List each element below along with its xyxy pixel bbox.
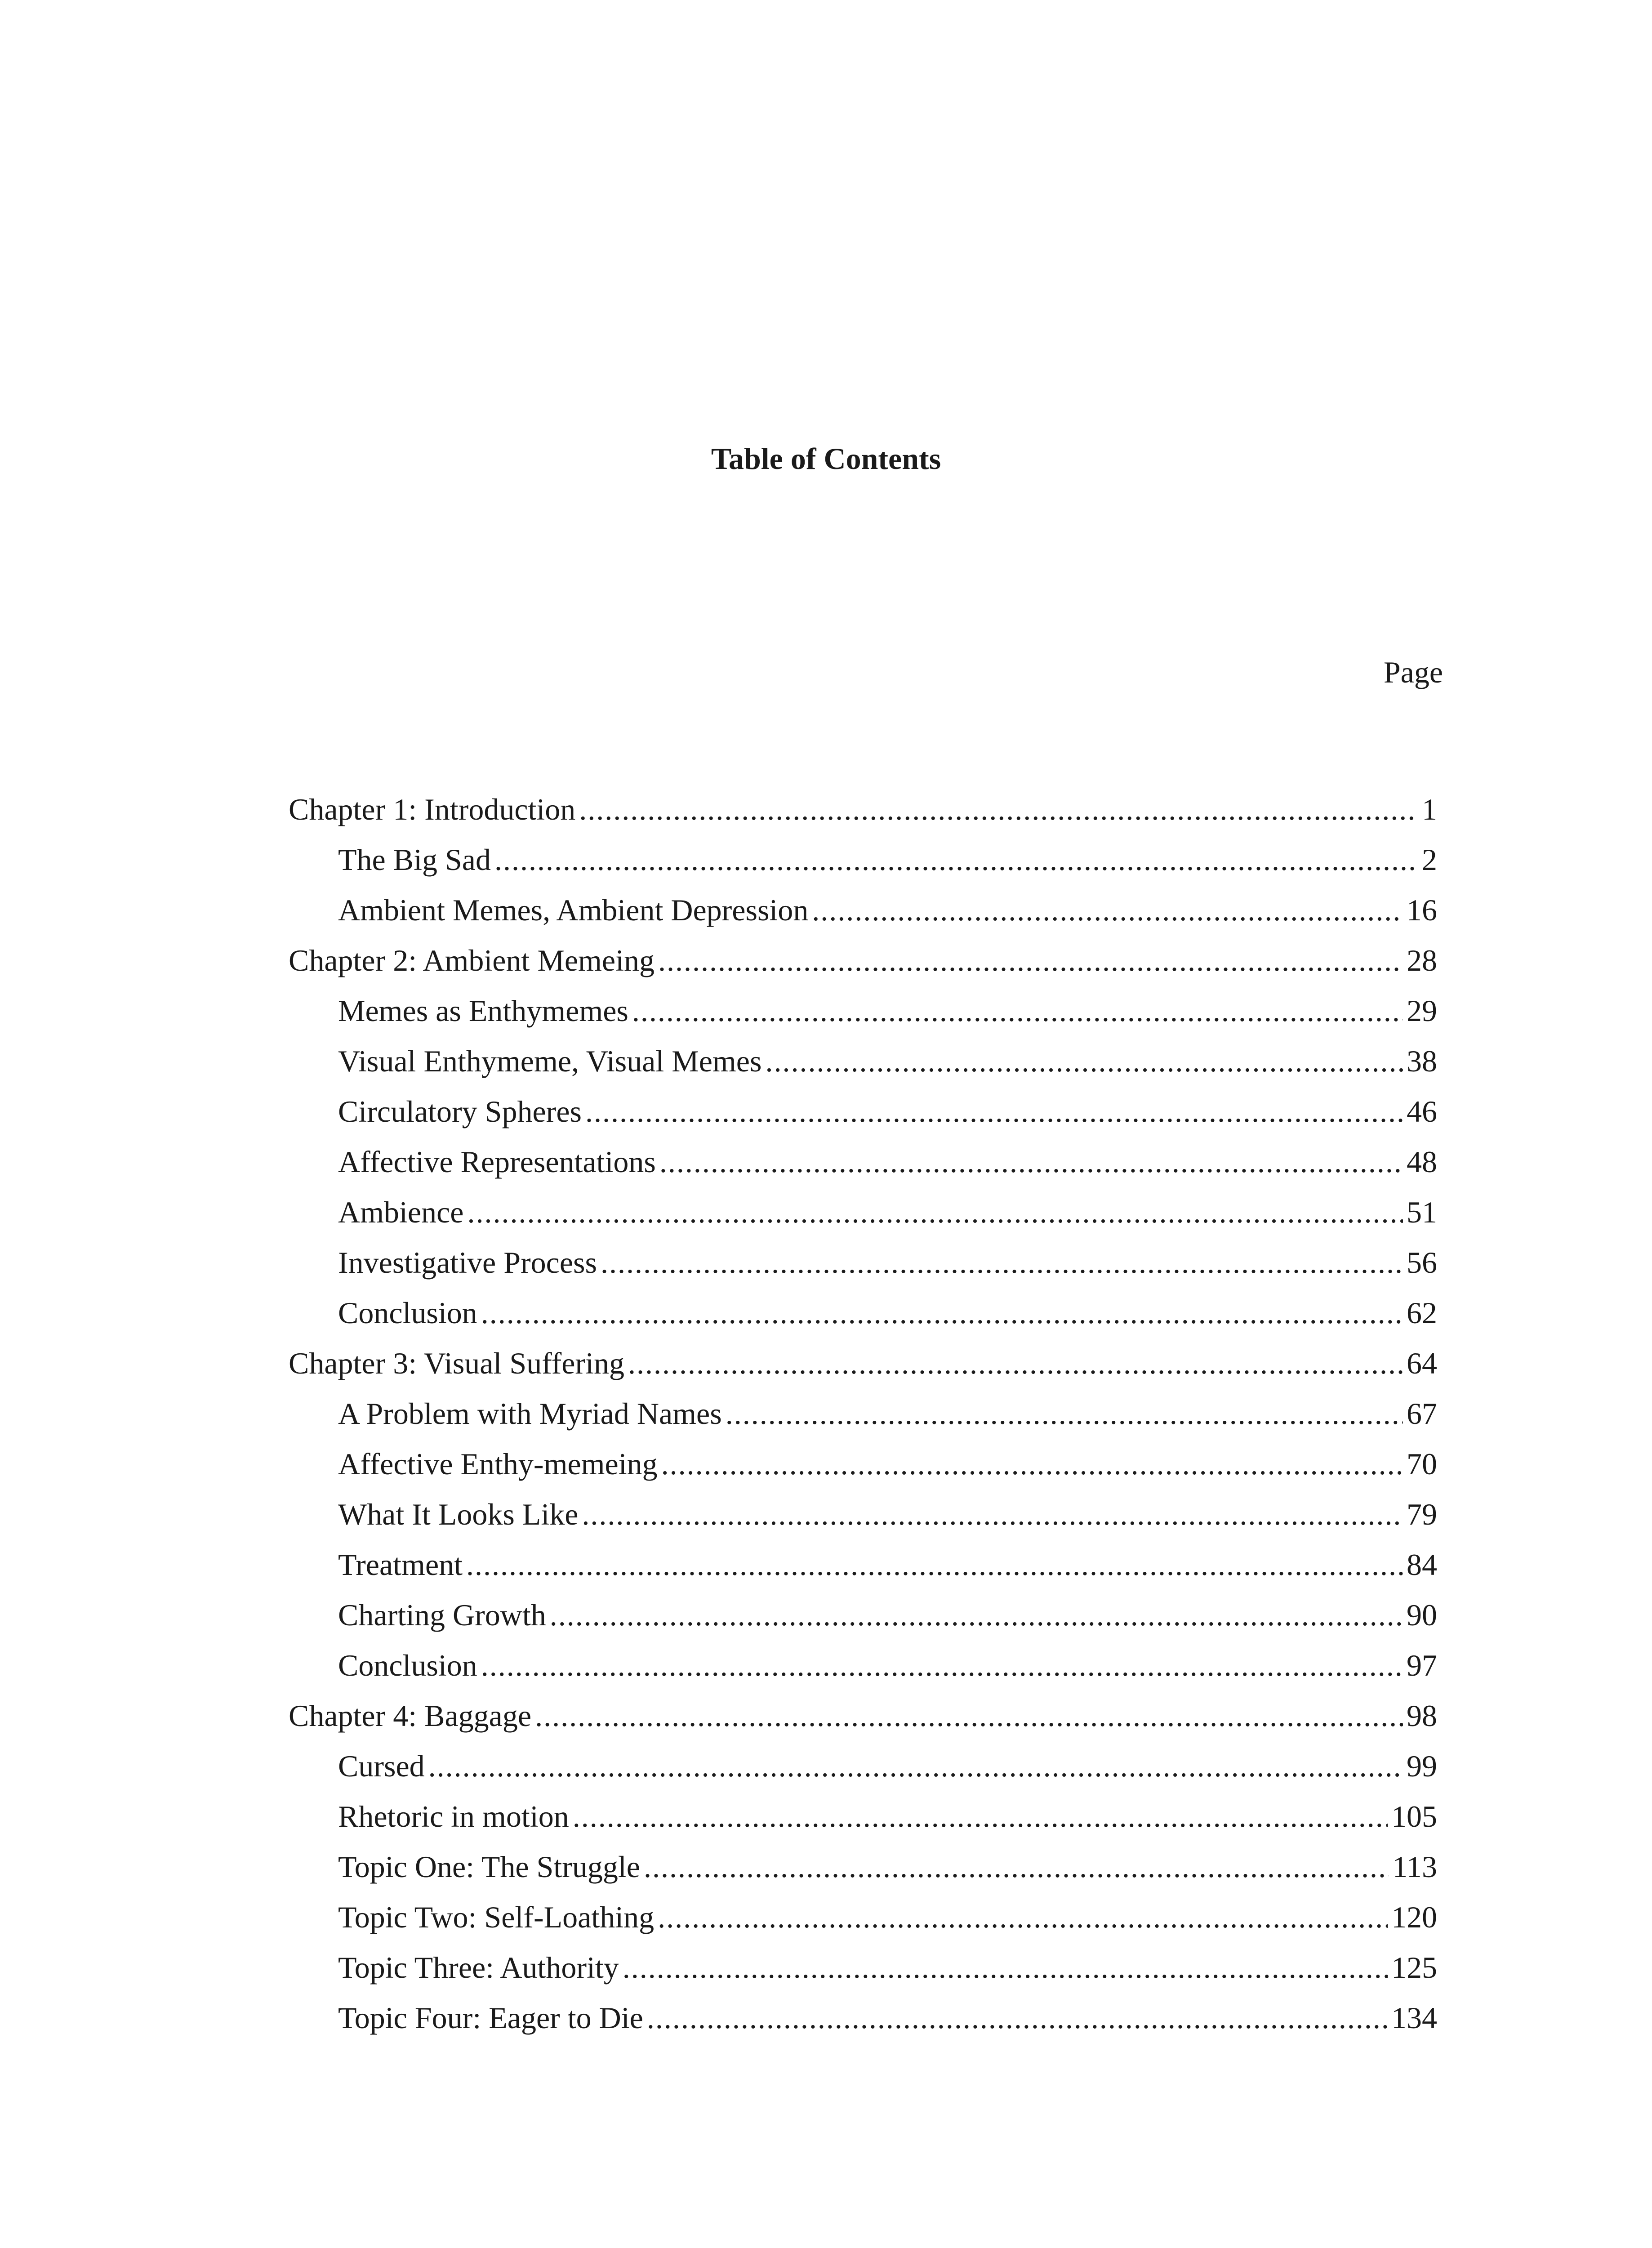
dot-leader	[628, 1343, 1403, 1383]
dot-leader	[812, 890, 1403, 930]
toc-entry-title: Topic One: The Struggle	[338, 1850, 640, 1884]
toc-entry-title: Affective Representations	[338, 1145, 656, 1179]
toc-entry-page: 28	[1407, 943, 1437, 977]
toc-entry-page: 1	[1422, 792, 1437, 826]
dot-leader	[550, 1595, 1403, 1635]
toc-entry-page: 38	[1407, 1044, 1437, 1078]
toc-entry-page: 113	[1392, 1850, 1437, 1884]
dot-leader	[481, 1645, 1403, 1686]
dot-leader	[658, 1897, 1388, 1937]
toc-entry-title: Rhetoric in motion	[338, 1799, 569, 1833]
dot-leader	[601, 1242, 1403, 1283]
page-column-label: Page	[1383, 655, 1443, 689]
toc-entry[interactable]	[289, 1091, 1437, 1142]
toc-entry-title: Chapter 4: Baggage	[289, 1699, 532, 1733]
toc-entry-page: 90	[1407, 1598, 1437, 1632]
toc-entry-page: 64	[1407, 1346, 1437, 1380]
toc-entry[interactable]	[289, 839, 1437, 890]
toc-entry[interactable]	[289, 1897, 1437, 1947]
dot-leader	[647, 1998, 1388, 2038]
toc-entry-page: 134	[1391, 2001, 1437, 2035]
dot-leader	[582, 1494, 1403, 1534]
dot-leader	[726, 1393, 1403, 1434]
toc-entry-page: 105	[1391, 1799, 1437, 1833]
dot-leader	[428, 1746, 1403, 1786]
toc-entry[interactable]	[289, 1192, 1437, 1242]
toc-entry-page: 48	[1407, 1145, 1437, 1179]
toc-entry-title: Circulatory Spheres	[338, 1094, 582, 1128]
dot-leader	[467, 1192, 1403, 1232]
toc-entry-page: 97	[1407, 1648, 1437, 1682]
toc-entry-page: 16	[1407, 893, 1437, 927]
dot-leader	[535, 1695, 1403, 1736]
toc-entry-page: 29	[1407, 994, 1437, 1028]
toc-entry[interactable]	[289, 1595, 1437, 1645]
toc-entry[interactable]	[289, 1041, 1437, 1091]
toc-entry[interactable]	[289, 1695, 1437, 1746]
toc-entry[interactable]	[289, 1947, 1437, 1998]
toc-entry-title: Ambient Memes, Ambient Depression	[338, 893, 809, 927]
toc-entry-page: 2	[1422, 843, 1437, 877]
toc-entry-title: What It Looks Like	[338, 1497, 579, 1531]
toc-entry[interactable]	[289, 940, 1437, 990]
dot-leader	[585, 1091, 1403, 1132]
dot-leader	[481, 1293, 1403, 1333]
dot-leader	[466, 1544, 1403, 1585]
dot-leader	[765, 1041, 1403, 1081]
toc-entry-title: Memes as Enthymemes	[338, 994, 628, 1028]
toc-entry-title: Investigative Process	[338, 1245, 597, 1280]
toc-entry-title: Charting Growth	[338, 1598, 546, 1632]
toc-entry[interactable]	[289, 1796, 1437, 1847]
toc-entry-page: 70	[1407, 1447, 1437, 1481]
toc-entry[interactable]	[289, 1494, 1437, 1544]
toc-entry-title: Chapter 2: Ambient Memeing	[289, 943, 655, 977]
toc-entry-title: Visual Enthymeme, Visual Memes	[338, 1044, 762, 1078]
toc-entry-title: Conclusion	[338, 1648, 477, 1682]
toc-entry-title: Cursed	[338, 1749, 425, 1783]
toc-entry-page: 120	[1391, 1900, 1437, 1934]
toc-entry-page: 62	[1407, 1296, 1437, 1330]
toc-entry[interactable]	[289, 1645, 1437, 1695]
toc-entry-page: 67	[1407, 1396, 1437, 1431]
page-title: Table of Contents	[711, 442, 941, 476]
toc-entry[interactable]	[289, 1847, 1437, 1897]
toc-entry-page: 56	[1407, 1245, 1437, 1280]
toc-entry[interactable]	[289, 990, 1437, 1041]
table-of-contents	[289, 789, 1437, 2048]
toc-entry-title: Treatment	[338, 1548, 463, 1582]
toc-entry-title: A Problem with Myriad Names	[338, 1396, 722, 1431]
toc-entry-page: 125	[1391, 1950, 1437, 1985]
toc-entry[interactable]	[289, 1393, 1437, 1444]
toc-entry-page: 84	[1407, 1548, 1437, 1582]
dot-leader	[573, 1796, 1388, 1837]
dot-leader	[623, 1947, 1388, 1988]
toc-entry-page: 98	[1407, 1699, 1437, 1733]
toc-entry-title: The Big Sad	[338, 843, 491, 877]
toc-entry-title: Conclusion	[338, 1296, 477, 1330]
toc-entry-page: 51	[1407, 1195, 1437, 1229]
toc-entry[interactable]	[289, 1242, 1437, 1293]
toc-entry-title: Topic Three: Authority	[338, 1950, 619, 1985]
toc-entry[interactable]	[289, 1293, 1437, 1343]
toc-entry-title: Topic Four: Eager to Die	[338, 2001, 643, 2035]
toc-entry[interactable]	[289, 1544, 1437, 1595]
dot-leader	[659, 1142, 1403, 1182]
toc-entry[interactable]	[289, 890, 1437, 940]
toc-entry-title: Chapter 1: Introduction	[289, 792, 576, 826]
toc-entry-page: 99	[1407, 1749, 1437, 1783]
toc-entry[interactable]	[289, 1343, 1437, 1393]
dot-leader	[644, 1847, 1389, 1887]
dot-leader	[579, 789, 1418, 830]
toc-entry-title: Topic Two: Self-Loathing	[338, 1900, 655, 1934]
toc-entry-page: 46	[1407, 1094, 1437, 1128]
dot-leader	[658, 940, 1403, 981]
toc-entry-title: Chapter 3: Visual Suffering	[289, 1346, 624, 1380]
toc-entry[interactable]	[289, 1444, 1437, 1494]
toc-entry[interactable]	[289, 789, 1437, 839]
toc-entry[interactable]	[289, 1746, 1437, 1796]
dot-leader	[661, 1444, 1403, 1484]
dot-leader	[632, 990, 1403, 1031]
toc-entry-title: Affective Enthy-memeing	[338, 1447, 658, 1481]
dot-leader	[494, 839, 1418, 880]
toc-entry[interactable]	[289, 1998, 1437, 2048]
toc-entry-page: 79	[1407, 1497, 1437, 1531]
toc-entry-title: Ambience	[338, 1195, 464, 1229]
toc-entry[interactable]	[289, 1142, 1437, 1192]
